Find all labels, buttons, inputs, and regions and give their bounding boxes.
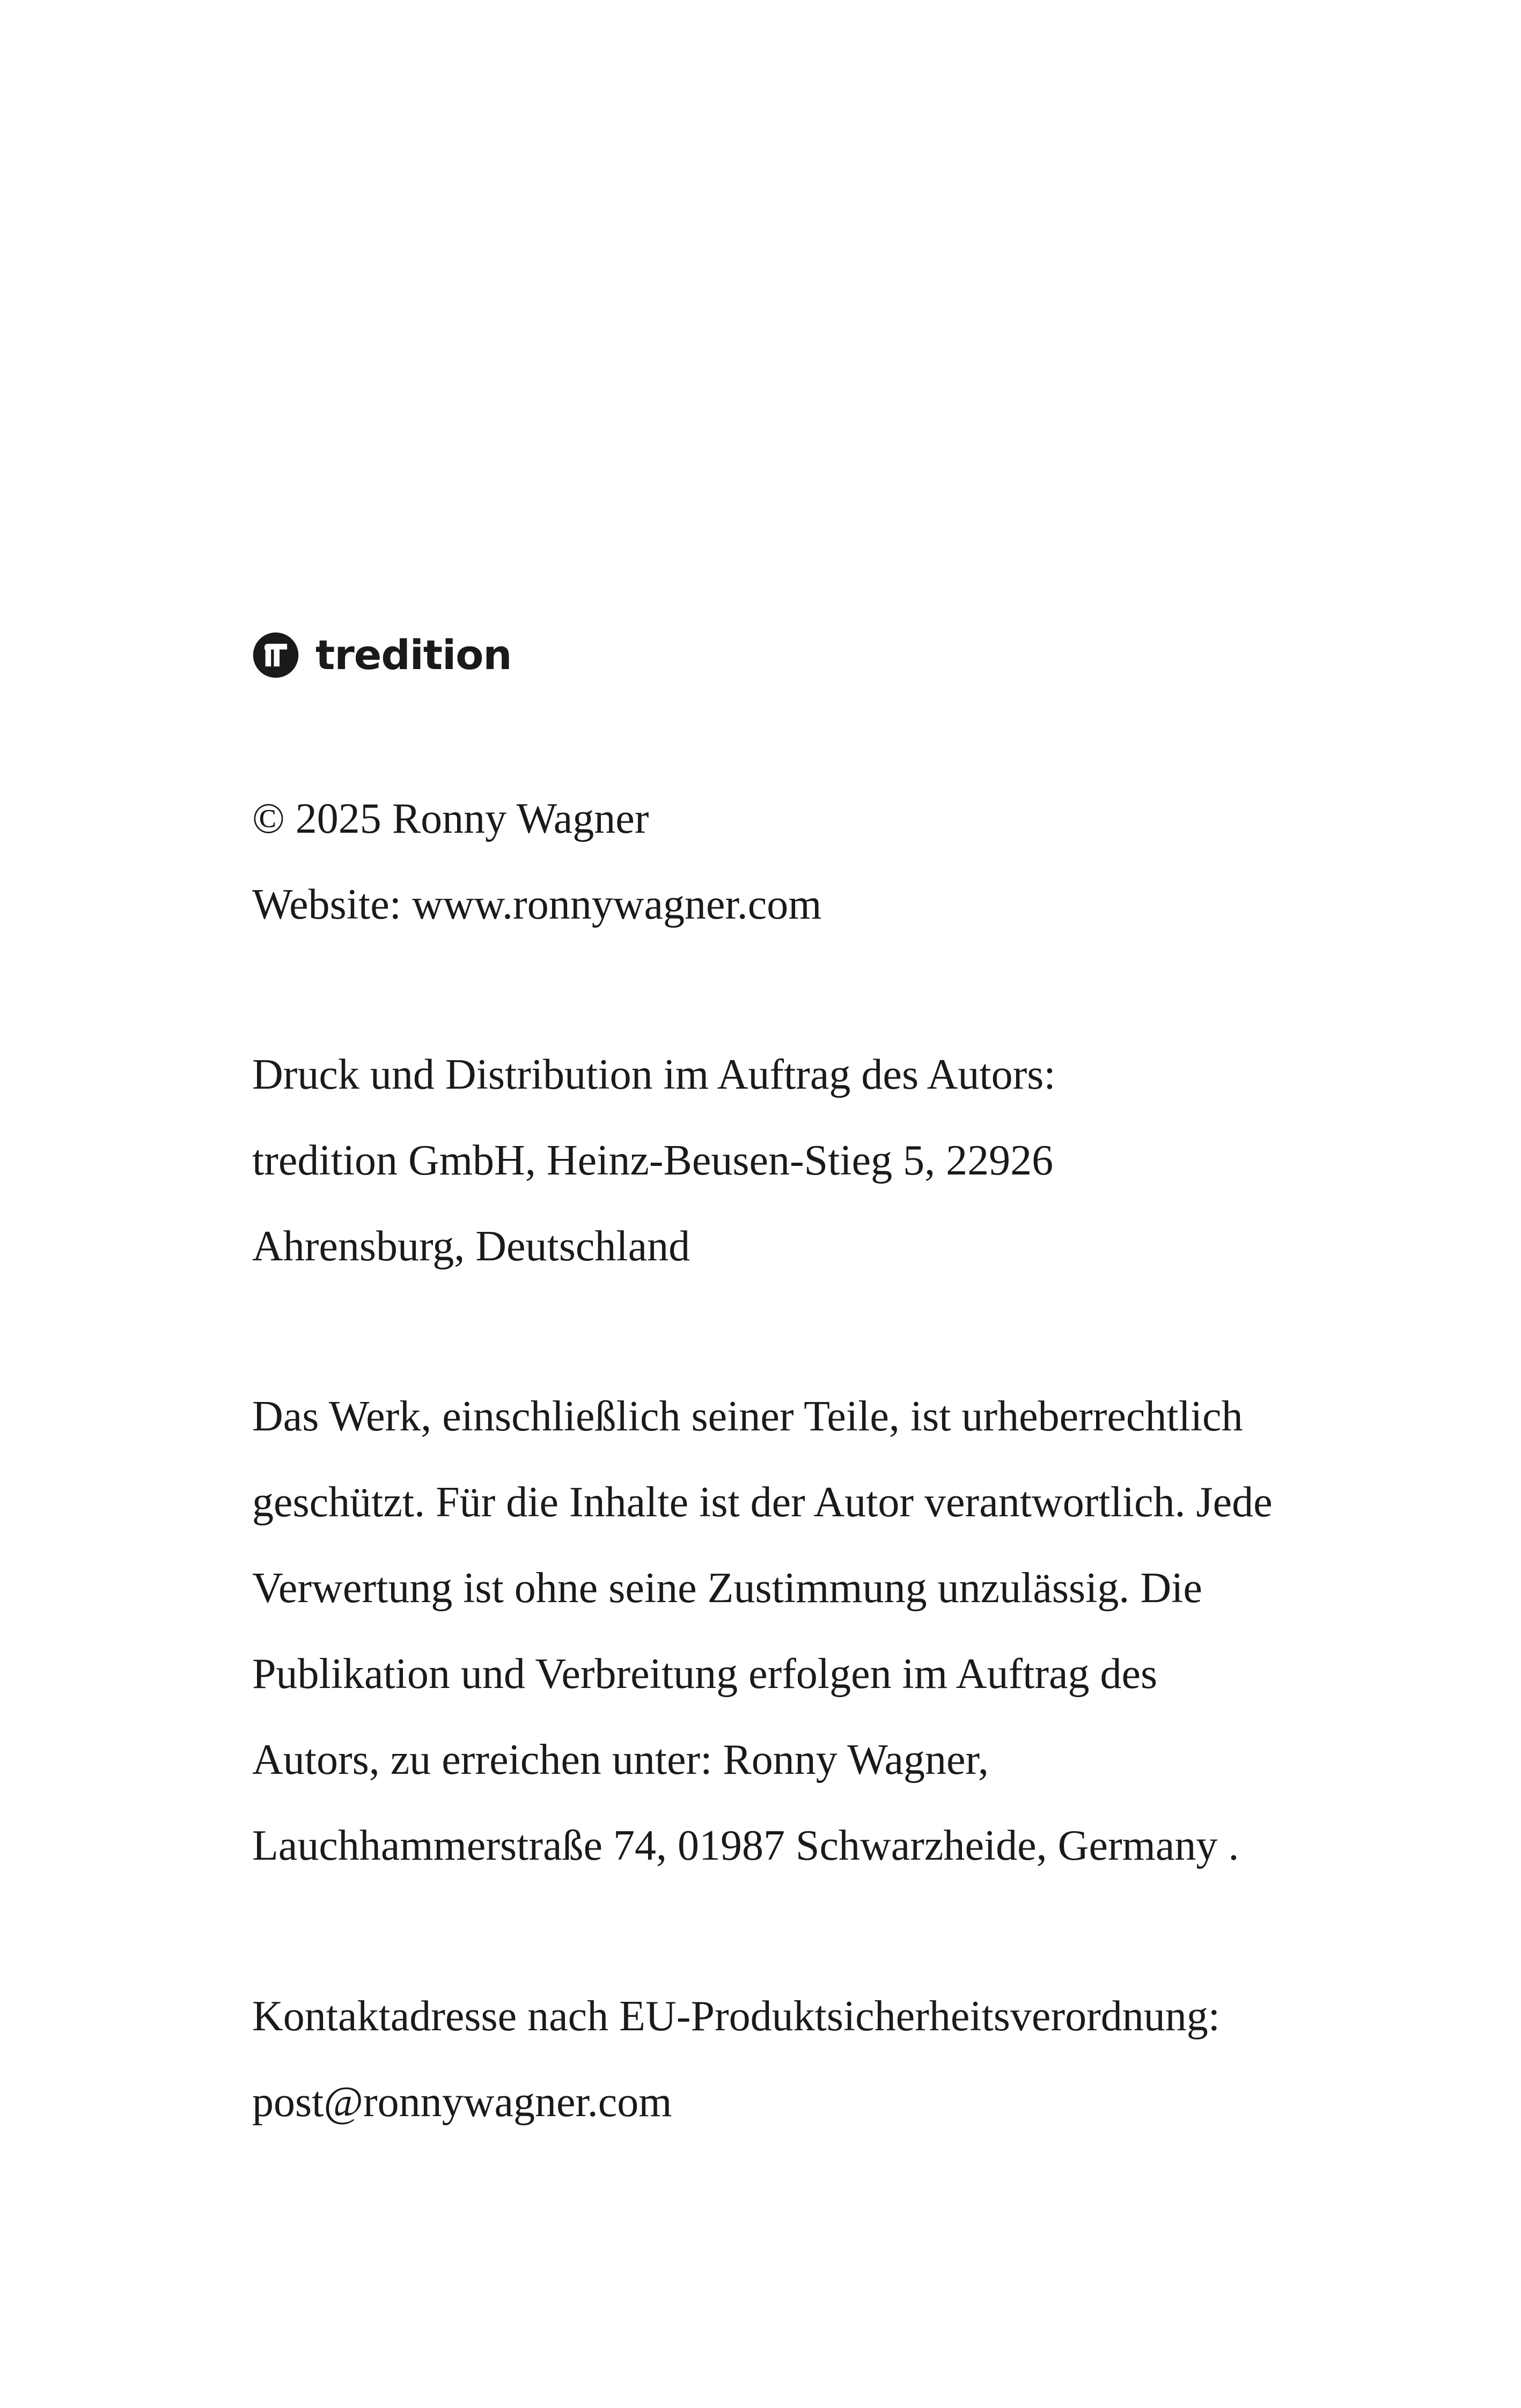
website-line: Website: www.ronnywagner.com: [252, 881, 822, 928]
logo-text: tredition: [315, 631, 512, 679]
rights-line-3: Verwertung ist ohne seine Zustimmung unzulässig. Die: [252, 1565, 1202, 1612]
copyright-line: © 2025 Ronny Wagner: [252, 795, 649, 842]
publisher-logo: [252, 631, 512, 679]
rights-line-2: geschützt. Für die Inhalte ist der Autor verantwortlich. Jede: [252, 1479, 1273, 1526]
printing-line-2: tredition GmbH, Heinz-Beusen-Stieg 5, 22926: [252, 1137, 1054, 1184]
rights-line-5: Autors, zu erreichen unter: Ronny Wagner,: [252, 1736, 989, 1783]
rights-line-1: Das Werk, einschließlich seiner Teile, ist urheberrechtlich: [252, 1393, 1243, 1440]
tredition-logo-icon: [252, 632, 299, 679]
printing-line-1: Druck und Distribution im Auftrag des Autors:: [252, 1051, 1056, 1098]
rights-line-6: Lauchhammerstraße 74, 01987 Schwarzheide, Germany .: [252, 1822, 1239, 1869]
printing-line-3: Ahrensburg, Deutschland: [252, 1223, 690, 1270]
contact-email: post@ronnywagner.com: [252, 2079, 672, 2126]
contact-heading: Kontaktadresse nach EU-Produktsicherheitsverordnung:: [252, 1993, 1220, 2040]
rights-line-4: Publikation und Verbreitung erfolgen im Auftrag des: [252, 1650, 1158, 1698]
